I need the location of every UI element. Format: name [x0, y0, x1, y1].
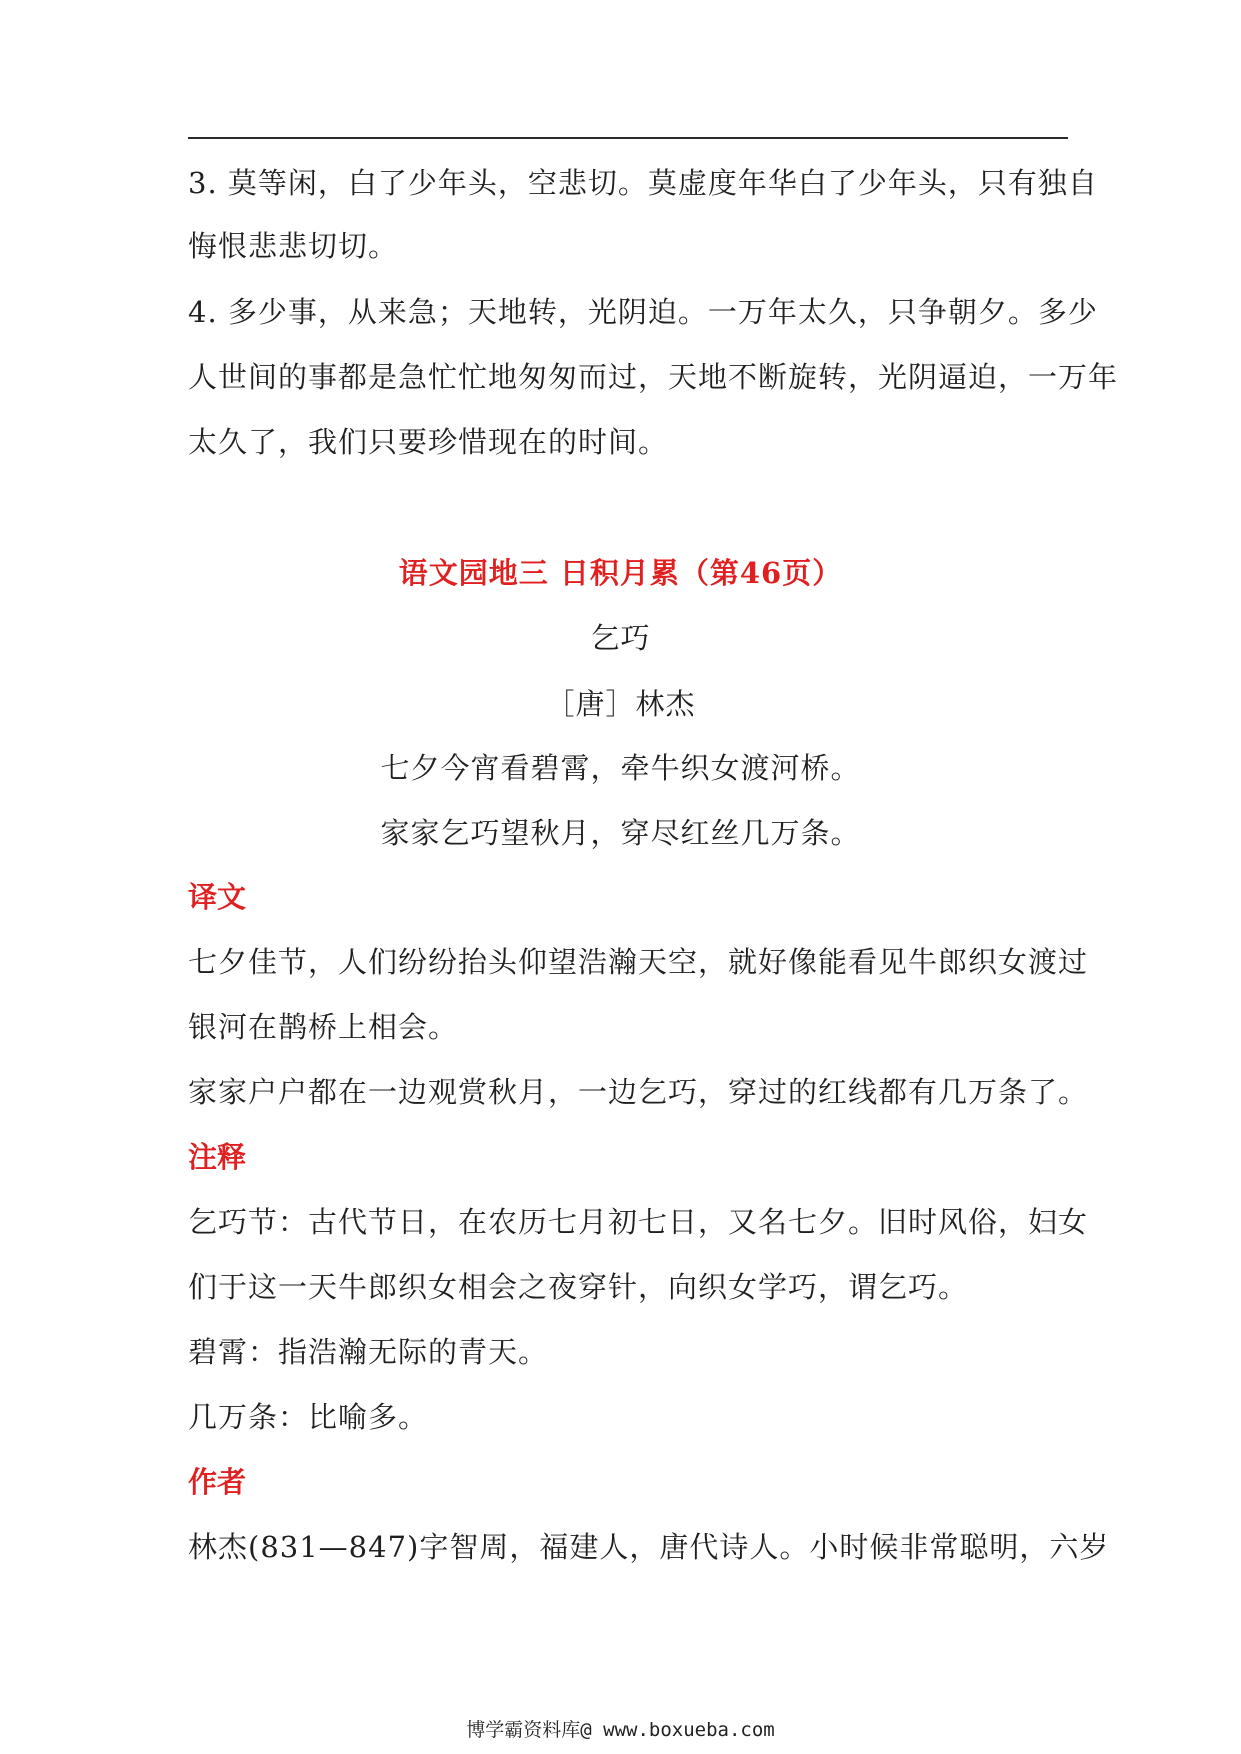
text-line: 林杰(831—847)字智周，福建人，唐代诗人。小时候非常聪明，六岁	[188, 1530, 1110, 1564]
notes-heading: 注释	[188, 1140, 247, 1174]
text-line: 家家户户都在一边观赏秋月，一边乞巧，穿过的红线都有几万条了。	[188, 1075, 1089, 1109]
poem-author: ［唐］林杰	[545, 687, 696, 721]
section-title: 语文园地三 日积月累（第46页）	[398, 556, 843, 590]
top-divider	[188, 137, 1068, 139]
footer-watermark: 博学霸资料库@ www.boxueba.com	[466, 1719, 775, 1741]
text-line: 悔恨悲悲切切。	[188, 229, 399, 263]
text-line: 太久了，我们只要珍惜现在的时间。	[188, 425, 669, 459]
text-line: 们于这一天牛郎织女相会之夜穿针，向织女学巧，谓乞巧。	[188, 1270, 969, 1304]
text-line: 七夕佳节，人们纷纷抬头仰望浩瀚天空，就好像能看见牛郎织女渡过	[188, 945, 1089, 979]
poem-line: 七夕今宵看碧霄，牵牛织女渡河桥。	[380, 751, 861, 785]
text-line: 人世间的事都是急忙忙地匆匆而过，天地不断旋转，光阴逼迫，一万年	[188, 360, 1119, 394]
text-line: 几万条：比喻多。	[188, 1400, 429, 1434]
poem-title: 乞巧	[590, 621, 651, 655]
translation-heading: 译文	[188, 880, 247, 914]
text-line: 3. 莫等闲，白了少年头，空悲切。莫虚度年华白了少年头，只有独自	[188, 166, 1098, 200]
text-line: 4. 多少事，从来急；天地转，光阴迫。一万年太久，只争朝夕。多少	[188, 295, 1098, 329]
text-line: 乞巧节：古代节日，在农历七月初七日，又名七夕。旧时风俗，妇女	[188, 1205, 1089, 1239]
text-line: 银河在鹊桥上相会。	[188, 1010, 459, 1044]
author-heading: 作者	[188, 1465, 247, 1499]
poem-line: 家家乞巧望秋月，穿尽红丝几万条。	[380, 816, 861, 850]
text-line: 碧霄：指浩瀚无际的青天。	[188, 1335, 549, 1369]
